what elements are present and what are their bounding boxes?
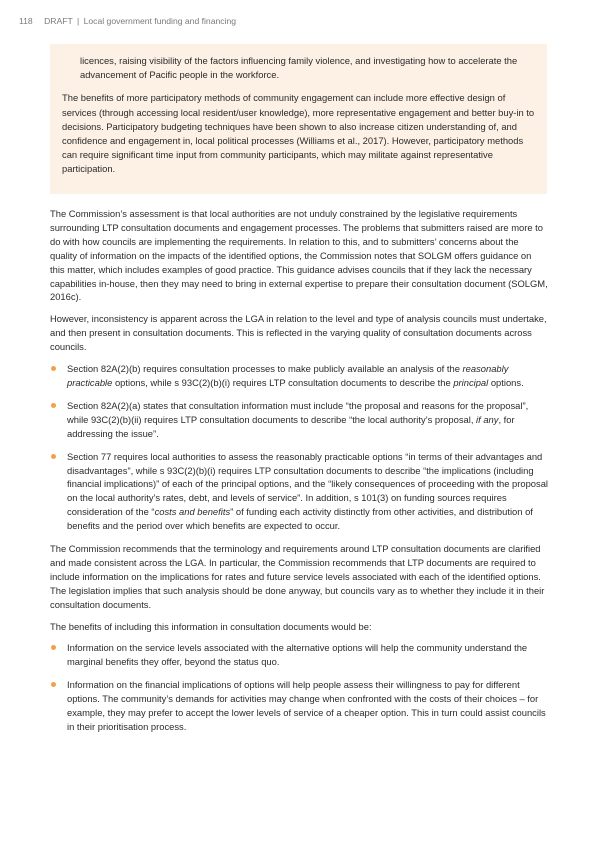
list-item: Information on the service levels associated with the alternative options will help the community understand the marginal benefits they offer, beyond the status quo. <box>50 641 548 669</box>
bullet-dot <box>51 366 56 371</box>
header-section-title: Local government funding and financing <box>83 16 237 26</box>
bullet-dot <box>51 403 56 408</box>
header-draft-label: DRAFT <box>44 16 73 26</box>
legislation-bullet-list <box>50 362 548 533</box>
list-item: Information on the financial implications of options will help people assess their willingness to pay for different options. The community’s demands for activities may change when confronted with the costs of their choices – for example, they may prefer to accept the lower levels of service of a cheaper option. This in turn could assist councils in their prioritisation process. <box>50 678 548 734</box>
box-continuation-text: licences, raising visibility of the factors influencing family violence, and investigating how to accelerate the advancement of Pacific people in the workforce. <box>80 55 518 81</box>
box-paragraph: The benefits of more participatory methods of community engagement can include more effective design of services (through accessing local resident/user knowledge), more representative engagement and better buy-in to decisions. Participatory budgeting techniques have been shown to also increase citizen understanding of, and confidence and engagement in, local political processes (Williams et al., 2017). However, participatory methods can require significant time input from community participants, which may militate against representative participation. <box>62 92 535 175</box>
paragraph-benefits-intro: The benefits of including this information in consultation documents would be: <box>50 620 372 632</box>
shaded-box <box>50 44 547 194</box>
header-separator: | <box>76 16 80 26</box>
list-item: Section 82A(2)(a) states that consultation information must include “the proposal and reasons for the proposal”, while 93C(2)(b)(ii) requires LTP consultation documents to describe “the local authority’s proposal, if any, for addressing the issue”. <box>50 399 548 441</box>
page-number: 118 <box>19 16 33 26</box>
paragraph-recommendation: The Commission recommends that the terminology and requirements around LTP consultation documents are clarified and made consistent across the LGA. In particular, the Commission recommends that LTP documents are required to include information on the implications for rates and future service levels associated with each of the identified options. The legislation implies that such analysis should be done anyway, but councils vary as to whether they include it in their consultation documents. <box>50 543 545 610</box>
bullet-dot <box>51 682 56 687</box>
bullet-dot <box>51 454 56 459</box>
bullet-dot <box>51 645 56 650</box>
paragraph-commission-assessment: The Commission’s assessment is that local authorities are not unduly constrained by the legislative requirements surrounding LTP consultation documents and engagement processes. The problems that submitters raised are more to do with how councils are implementing the requirements. In relation to this, and to submitters’ concerns about the quality of information on the impacts of the identified options, the Commission notes that SOLGM offers guidance on this matter, which includes examples of good practice. This guidance advises councils that if they lack the necessary capabilities in-house, then they may need to bring in external expertise to prepare their consultation document (SOLGM, 2016c). <box>50 208 548 303</box>
list-item: Section 77 requires local authorities to assess the reasonably practicable options “in terms of their advantages and disadvantages”, while s 93C(2)(b)(i) requires LTP consultation documents to describe “the implications (including financial implications)” of each of the principal options, and the “likely consequences of proceeding with the proposal on the local authority’s rates, debt, and levels of service”. In addition, s 101(3) on funding sources requires consideration of the “costs and benefits” of funding each activity distinctly from other activities, and distribution of benefits and the period over which benefits are expected to occur. <box>50 450 548 533</box>
running-header <box>19 16 236 26</box>
body-text <box>50 207 548 743</box>
paragraph-inconsistency: However, inconsistency is apparent across the LGA in relation to the level and type of analysis councils must undertake, and then present in consultation documents. This is reflected in the varying quality of consultation documents across councils. <box>50 313 547 353</box>
list-item: Section 82A(2)(b) requires consultation processes to make publicly available an analysis of the reasonably practicable options, while s 93C(2)(b)(i) requires LTP consultation documents to describe the principal options. <box>50 362 548 390</box>
benefits-bullet-list <box>50 641 548 733</box>
